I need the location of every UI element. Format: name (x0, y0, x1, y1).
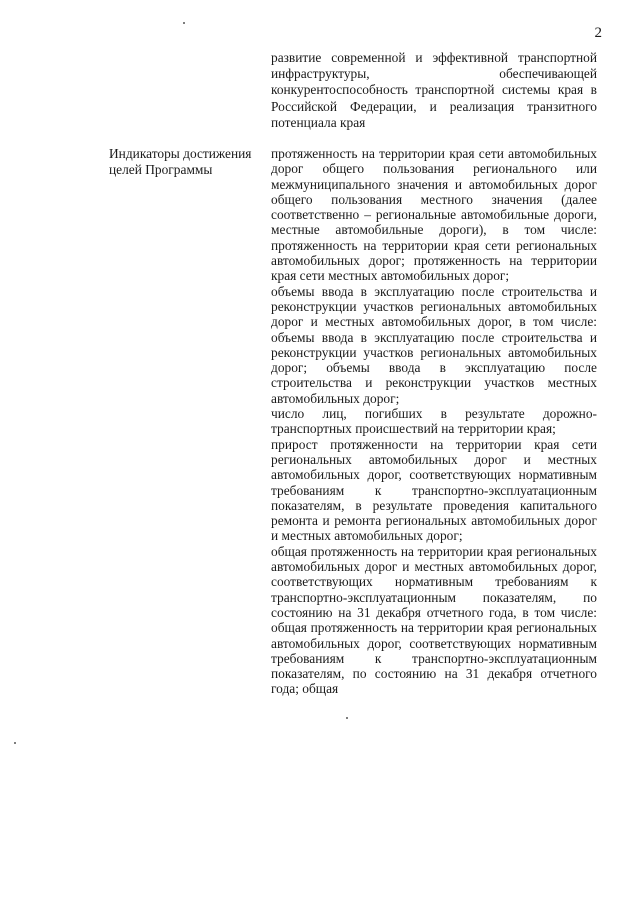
scan-speck (346, 717, 348, 719)
indicator-paragraph: объемы ввода в эксплуатацию после строительства и реконструкции участков региональных автомобильных дорог и местных автомобильных дорог, в том числе: объемы ввода в эксплуатацию после строительства и реконструкции участков региональных автомобильных дорог; объемы ввода в эксплуатацию после строительства и реконструкции участков местных автомобильных дорог; (271, 283, 597, 406)
indicator-paragraph: число лиц, погибших в результате дорожно-транспортных происшествий на территории края; (271, 406, 597, 437)
intro-paragraph: развитие современной и эффективной транспортной инфраструктуры, обеспечивающей конкурентоспособность транспортной системы края в Российской Федерации, и реализация транзитного потенциала края (271, 50, 597, 130)
scan-speck (183, 22, 185, 24)
indicator-paragraph: протяженность на территории края сети автомобильных дорог общего пользования регионального или межмуниципального значения и автомобильных дорог общего пользования местного значения (далее соответственно – региональные автомобильные дороги, местные автомобильные дороги), в том числе: протяженность на территории края сети региональных автомобильных дорог; протяженность на территории края сети местных автомобильных дорог; (271, 146, 597, 284)
indicator-paragraph: общая протяженность на территории края региональных автомобильных дорог и местных автомобильных дорог, соответствующих нормативным требованиям к транспортно-эксплуатационным показателям, по состоянию на 31 декабря отчетного года, в том числе: общая протяженность на территории края региональных автомобильных дорог, соответствующих нормативным требованиям к транспортно-эксплуатационным показателям, по состоянию на 31 декабря отчетного года; общая (271, 543, 597, 697)
scan-speck (14, 742, 16, 744)
indicators-content (271, 146, 597, 697)
page-number: 2 (594, 25, 602, 41)
indicator-paragraph: прирост протяженности на территории края сети региональных автомобильных дорог и местных автомобильных дорог, соответствующих нормативным требованиям к транспортно-эксплуатационным показателям, в результате проведения капитального ремонта и ремонта региональных автомобильных дорог и местных автомобильных дорог; (271, 436, 597, 544)
indicators-label: Индикаторы достижения целей Программы (109, 146, 252, 178)
